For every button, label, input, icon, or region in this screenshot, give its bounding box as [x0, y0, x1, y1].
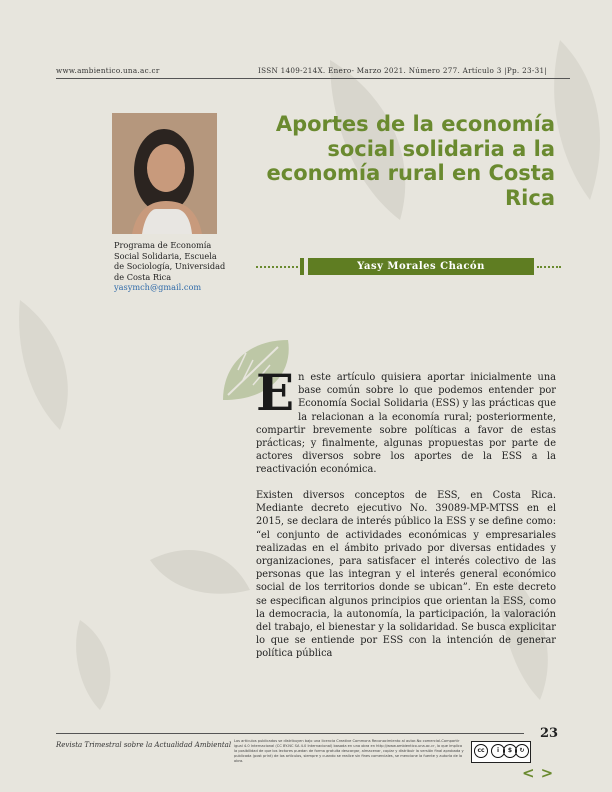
dotted-divider-right	[537, 266, 561, 268]
article-title: Aportes de la economía social solidaria a la economía rural en Costa Rica	[266, 112, 555, 210]
footer-journal-name: Revista Trimestral sobre la Actualidad Ambiental	[56, 741, 232, 749]
author-name-bar: Yasy Morales Chacón	[308, 258, 534, 275]
dotted-divider-left	[256, 266, 302, 268]
body-paragraph-1	[256, 363, 556, 477]
author-portrait-icon	[112, 113, 217, 234]
author-affiliation	[114, 240, 234, 293]
cc-logo-icon: cc	[474, 744, 488, 758]
author-email-link[interactable]: yasymch@gmail.com	[114, 282, 202, 292]
noncommercial-icon: $	[503, 744, 517, 758]
affiliation-line: de Sociología, Universidad	[114, 261, 226, 271]
affiliation-line: de Costa Rica	[114, 271, 172, 282]
footer-license-text: Los artículos publicados se distribuyen bajo una licencia Creative Commons Reconocimiento al autor-No comercial-Compartir igual 4.0 Internacional (CC BY-NC SA 4.0 Internacional) basada en una obra en http://www.ambientico.una.ac.cr, lo que implica la posibilidad de que los lectores puedan de forma gratuita descargar, almacenar, copiar y distribuir la versión final aprobada y publicada (post print) de los artículos, siempre y cuando se realice sin fines comerciales, se mencione la fuente y autoría de la obra.	[234, 739, 464, 763]
body-paragraph-2: Existen diversos conceptos de ESS, en Costa Rica. Mediante decreto ejecutivo No. 39089-MP-MTSS en el 2015, se declara de interés público la ESS y se define como: “el conjunto de actividades económicas y empresariales realizadas en el ámbito privado por diversas entidades y organizaciones, para satisfacer el interés colectivo de las personas que las integran y el interés general económico social de los territorios donde se ubican”. En este decreto se especifican algunos principios que orientan la ESS, como la democracia, la autonomía, la participación, la valoración del trabajo, el bienestar y la solidaridad. Se busca explicitar lo que se entiende por ESS con la intención de generar política pública	[256, 490, 556, 660]
paragraph-text: n este artículo quisiera aportar inicialmente una base común sobre lo que podemos entender por Economía Social Solidaria (ESS) y las prácticas que la relacionan a la economía rural; posteriormente, compartir brevemente sobre políticas a favor de estas prácticas; y finalmente, algunas propuestas por parte de actores diversos sobre los aportes de la ESS a la reactivación económica.	[256, 372, 556, 476]
next-page-arrow-icon[interactable]: >	[540, 764, 560, 782]
page-navigation	[522, 764, 559, 782]
header-website: www.ambientico.una.ac.cr	[56, 66, 160, 75]
creative-commons-badge[interactable]	[471, 741, 531, 763]
header-divider	[56, 78, 570, 79]
by-person-icon: i	[491, 744, 505, 758]
sharealike-icon: ↻	[515, 744, 529, 758]
author-photo	[112, 113, 217, 234]
affiliation-line: Programa de Economía	[114, 240, 212, 250]
previous-page-arrow-icon[interactable]: <	[522, 764, 541, 782]
page-number: 23	[540, 726, 559, 741]
header-citation: ISSN 1409-214X. Enero- Marzo 2021. Número 277. Artículo 3 |Pp. 23-31|	[258, 66, 548, 75]
affiliation-line: Social Solidaria, Escuela	[114, 250, 217, 261]
drop-cap: E	[256, 363, 295, 422]
footer-divider	[56, 733, 524, 734]
